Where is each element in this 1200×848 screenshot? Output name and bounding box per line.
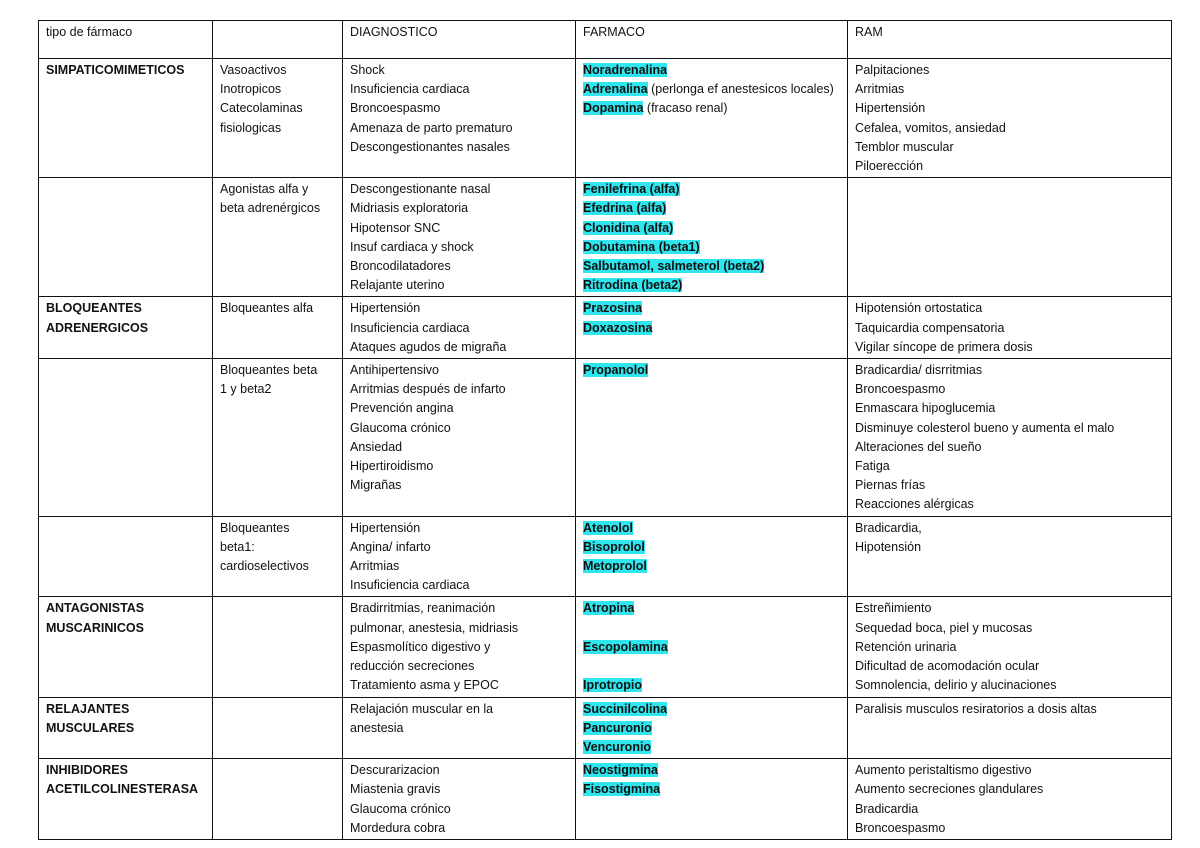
drug-line: [583, 61, 842, 80]
drug-name-highlight: Pancuronio: [583, 720, 652, 735]
drug-subtype-line: Bloqueantes alfa: [220, 301, 314, 316]
drug-name-highlight: Adrenalina: [583, 82, 648, 97]
ram-line: Estreñimiento: [855, 601, 932, 616]
ram-cell: [848, 759, 1172, 840]
drug-subtype-line: Catecolaminas: [220, 101, 303, 116]
drug-line: [583, 238, 842, 257]
drug-type-cell: [39, 178, 213, 297]
ram-line: Hipotensión: [855, 539, 922, 554]
table-row: [39, 697, 1172, 759]
drug-line: [583, 257, 842, 276]
drug-name-highlight: Iprotropio: [583, 678, 643, 693]
ram-line: Disminuye colesterol bueno y aumenta el malo: [855, 420, 1115, 435]
drug-name-highlight: Vencuronio: [583, 739, 652, 754]
diagnosis-line: Bradirritmias, reanimación: [350, 601, 496, 616]
drug-line: [583, 276, 842, 295]
header-diagnostico: DIAGNOSTICO: [343, 21, 576, 59]
diagnosis-line: Broncoespasmo: [350, 101, 441, 116]
drug-cell: [576, 759, 848, 840]
diagnosis-line: Relajante uterino: [350, 278, 445, 293]
drug-type-cell: [39, 697, 213, 759]
diagnosis-cell: [343, 178, 576, 297]
drug-subtype-line: 1 y beta2: [220, 382, 272, 397]
drug-name-highlight: Atenolol: [583, 520, 633, 535]
ram-line: Palpitaciones: [855, 63, 930, 77]
drug-name-highlight: Dopamina: [583, 101, 644, 116]
drug-line: [583, 361, 842, 380]
drug-subtype-cell: [213, 59, 343, 178]
drug-note: (fracaso renal): [643, 101, 728, 116]
diagnosis-line: Ansiedad: [350, 439, 403, 454]
diagnosis-line: Broncodilatadores: [350, 259, 451, 274]
drug-line: [583, 538, 842, 557]
drug-subtype-line: Vasoactivos: [220, 63, 287, 77]
ram-line: Aumento secreciones glandulares: [855, 782, 1044, 797]
header-ram: RAM: [848, 21, 1172, 59]
diagnosis-line: Glaucoma crónico: [350, 420, 451, 435]
drug-type-cell: [39, 297, 213, 359]
drug-type-cell: [39, 359, 213, 517]
diagnosis-line: anestesia: [350, 720, 404, 735]
drug-name-highlight: Fenilefrina (alfa): [583, 182, 680, 197]
drug-cell: [576, 297, 848, 359]
ram-line: Bradicardia/ disrritmias: [855, 363, 983, 378]
diagnosis-line: Descongestionantes nasales: [350, 139, 510, 154]
ram-cell: [848, 59, 1172, 178]
table-row: [39, 597, 1172, 697]
drug-type-cell: [39, 597, 213, 697]
header-row: [39, 21, 1172, 59]
diagnosis-line: Relajación muscular en la: [350, 701, 494, 716]
diagnosis-line: Arritmias: [350, 559, 400, 574]
drug-cell: [576, 178, 848, 297]
drug-line: [583, 299, 842, 318]
ram-cell: [848, 516, 1172, 597]
drug-line: [583, 199, 842, 218]
ram-cell: [848, 178, 1172, 297]
diagnosis-line: Arritmias después de infarto: [350, 382, 506, 397]
ram-line: Hipotensión ortostatica: [855, 301, 983, 316]
diagnosis-line: Insuficiencia cardiaca: [350, 578, 470, 593]
drug-subtype-line: Agonistas alfa y: [220, 182, 309, 197]
diagnosis-line: Prevención angina: [350, 401, 454, 416]
diagnosis-line: Mordedura cobra: [350, 820, 446, 835]
diagnosis-cell: [343, 59, 576, 178]
drug-line: [583, 700, 842, 719]
drug-name-highlight: Succinilcolina: [583, 701, 668, 716]
header-tipo: tipo de fármaco: [39, 21, 213, 59]
table-row: [39, 297, 1172, 359]
drug-type-line: BLOQUEANTES: [46, 301, 142, 316]
drug-line: [583, 657, 842, 676]
drug-type-line: RELAJANTES: [46, 701, 130, 716]
ram-line: Sequedad boca, piel y mucosas: [855, 620, 1033, 635]
drug-subtype-cell: [213, 597, 343, 697]
drug-subtype-cell: [213, 516, 343, 597]
diagnosis-line: Midriasis exploratoria: [350, 201, 469, 216]
drug-subtype-line: cardioselectivos: [220, 559, 309, 574]
header-subtipo: [213, 21, 343, 59]
drug-cell: [576, 697, 848, 759]
drug-type-cell: [39, 59, 213, 178]
ram-line: Piernas frías: [855, 478, 926, 493]
drug-name-highlight: Salbutamol, salmeterol (beta2): [583, 259, 765, 274]
drug-name-highlight: Efedrina (alfa): [583, 201, 667, 216]
diagnosis-line: Tratamiento asma y EPOC: [350, 678, 499, 693]
drug-note: (perlonga ef anestesicos locales): [647, 82, 834, 97]
drug-name-highlight: Atropina: [583, 601, 635, 616]
drug-type-line: MUSCULARES: [46, 720, 135, 735]
drug-type-line: ACETILCOLINESTERASA: [46, 782, 199, 797]
ram-line: Enmascara hipoglucemia: [855, 401, 996, 416]
pharmacology-table: [38, 20, 1172, 840]
ram-line: Broncoespasmo: [855, 820, 946, 835]
diagnosis-line: Migrañas: [350, 478, 402, 493]
drug-subtype-line: beta1:: [220, 539, 255, 554]
diagnosis-line: Amenaza de parto prematuro: [350, 120, 513, 135]
ram-line: Bradicardia,: [855, 520, 922, 535]
ram-line: Temblor muscular: [855, 139, 954, 154]
ram-cell: [848, 597, 1172, 697]
drug-name-highlight: Doxazosina: [583, 320, 653, 335]
diagnosis-line: Insuficiencia cardiaca: [350, 320, 470, 335]
ram-cell: [848, 297, 1172, 359]
diagnosis-line: Antihipertensivo: [350, 363, 439, 378]
diagnosis-line: Hipertiroidismo: [350, 459, 434, 474]
drug-name-highlight: Fisostigmina: [583, 782, 661, 797]
diagnosis-cell: [343, 516, 576, 597]
drug-name-highlight: Metoprolol: [583, 559, 647, 574]
drug-name-highlight: Ritrodina (beta2): [583, 278, 683, 293]
drug-cell: [576, 359, 848, 517]
drug-name-highlight: Neostigmina: [583, 763, 659, 778]
drug-name-highlight: Bisoprolol: [583, 539, 645, 554]
diagnosis-cell: [343, 697, 576, 759]
drug-name-highlight: Escopolamina: [583, 639, 668, 654]
drug-cell: [576, 59, 848, 178]
diagnosis-line: reducción secreciones: [350, 659, 475, 674]
diagnosis-line: Shock: [350, 63, 385, 77]
drug-line: [583, 619, 842, 638]
table-row: [39, 59, 1172, 178]
ram-line: Bradicardia: [855, 801, 919, 816]
drug-subtype-line: Bloqueantes beta: [220, 363, 318, 378]
table-row: [39, 516, 1172, 597]
diagnosis-line: Angina/ infarto: [350, 539, 431, 554]
drug-subtype-cell: [213, 178, 343, 297]
ram-line: Dificultad de acomodación ocular: [855, 659, 1040, 674]
ram-line: Paralisis musculos resiratorios a dosis altas: [855, 701, 1097, 716]
ram-cell: [848, 359, 1172, 517]
drug-type-line: INHIBIDORES: [46, 763, 128, 778]
drug-line: [583, 719, 842, 738]
table-row: [39, 178, 1172, 297]
drug-subtype-line: fisiologicas: [220, 120, 282, 135]
drug-line: [583, 638, 842, 657]
ram-line: Retención urinaria: [855, 639, 957, 654]
drug-type-cell: [39, 516, 213, 597]
drug-name-highlight: Clonidina (alfa): [583, 220, 674, 235]
diagnosis-cell: [343, 297, 576, 359]
drug-subtype-cell: [213, 697, 343, 759]
drug-line: [583, 519, 842, 538]
diagnosis-line: Ataques agudos de migraña: [350, 339, 507, 354]
diagnosis-line: pulmonar, anestesia, midriasis: [350, 620, 519, 635]
ram-cell: [848, 697, 1172, 759]
drug-cell: [576, 516, 848, 597]
drug-subtype-cell: [213, 759, 343, 840]
ram-line: Arritmias: [855, 82, 905, 97]
ram-line: Vigilar síncope de primera dosis: [855, 339, 1033, 354]
drug-type-line: MUSCARINICOS: [46, 620, 144, 635]
diagnosis-cell: [343, 597, 576, 697]
drug-name-highlight: Prazosina: [583, 301, 643, 316]
ram-line: Fatiga: [855, 459, 890, 474]
drug-line: [583, 80, 842, 99]
table-row: [39, 759, 1172, 840]
ram-line: Taquicardia compensatoria: [855, 320, 1005, 335]
ram-line: Piloerección: [855, 159, 924, 174]
drug-subtype-cell: [213, 359, 343, 517]
drug-name-highlight: Dobutamina (beta1): [583, 239, 700, 254]
ram-line: Reacciones alérgicas: [855, 497, 974, 512]
drug-subtype-cell: [213, 297, 343, 359]
ram-line: Cefalea, vomitos, ansiedad: [855, 120, 1006, 135]
diagnosis-line: Hipertensión: [350, 301, 421, 316]
header-farmaco: FARMACO: [576, 21, 848, 59]
drug-line: [583, 219, 842, 238]
ram-line: Broncoespasmo: [855, 382, 946, 397]
ram-line: Aumento peristaltismo digestivo: [855, 763, 1032, 778]
diagnosis-cell: [343, 359, 576, 517]
drug-line: [583, 557, 842, 576]
drug-line: [583, 599, 842, 618]
diagnosis-line: Hipotensor SNC: [350, 220, 441, 235]
diagnosis-cell: [343, 759, 576, 840]
diagnosis-line: Glaucoma crónico: [350, 801, 451, 816]
drug-subtype-line: Inotropicos: [220, 82, 282, 97]
drug-cell: [576, 597, 848, 697]
table-row: [39, 359, 1172, 517]
drug-line: [583, 180, 842, 199]
drug-line: [583, 738, 842, 757]
drug-line: [583, 780, 842, 799]
drug-subtype-line: beta adrenérgicos: [220, 201, 321, 216]
drug-type-line: ANTAGONISTAS: [46, 601, 145, 616]
diagnosis-line: Miastenia gravis: [350, 782, 441, 797]
drug-name-highlight: Propanolol: [583, 363, 649, 378]
drug-name-highlight: Noradrenalina: [583, 63, 668, 77]
drug-type-line: SIMPATICOMIMETICOS: [46, 63, 185, 77]
drug-line: [583, 99, 842, 118]
ram-line: Somnolencia, delirio y alucinaciones: [855, 678, 1057, 693]
drug-line: [583, 761, 842, 780]
diagnosis-line: Descurarizacion: [350, 763, 440, 778]
diagnosis-line: Hipertensión: [350, 520, 421, 535]
diagnosis-line: Insuf cardiaca y shock: [350, 239, 474, 254]
ram-line: Alteraciones del sueño: [855, 439, 982, 454]
ram-line: Hipertensión: [855, 101, 926, 116]
drug-line: [583, 319, 842, 338]
diagnosis-line: Insuficiencia cardiaca: [350, 82, 470, 97]
drug-type-line: ADRENERGICOS: [46, 320, 149, 335]
diagnosis-line: Espasmolítico digestivo y: [350, 639, 491, 654]
drug-line: [583, 676, 842, 695]
drug-subtype-line: Bloqueantes: [220, 520, 290, 535]
diagnosis-line: Descongestionante nasal: [350, 182, 491, 197]
drug-type-cell: [39, 759, 213, 840]
